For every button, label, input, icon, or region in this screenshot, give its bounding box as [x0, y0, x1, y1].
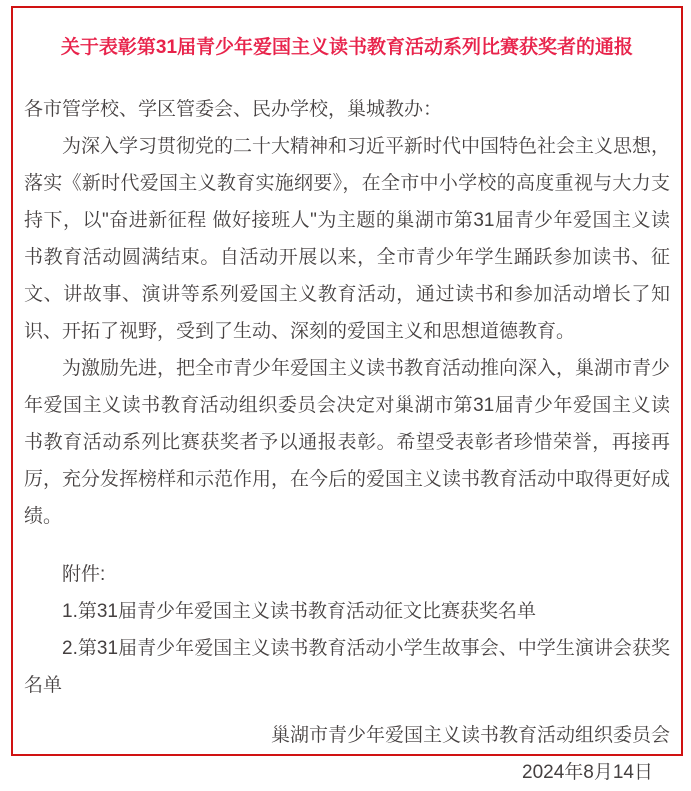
paragraph-1: 为深入学习贯彻党的二十大精神和习近平新时代中国特色社会主义思想，落实《新时代爱国主义教育实施纲要》，在全市中小学校的高度重视与大力支持下，以"奋进新征程 做好接班人"为主题的巢湖市第31届青少年爱国主义读书教育活动圆满结束。自活动开展以来，全市青少年学生踊跃参加读书、征文、讲故事、演讲等系列爱国主义教育活动，通过读书和参加活动增长了知识、开拓了视野，受到了生动、深刻的爱国主义和思想道德教育。 — [24, 136, 671, 342]
salutation-line: 各市管学校、学区管委会、民办学校，巢城教办： — [24, 99, 443, 120]
page-title: 关于表彰第31届青少年爱国主义读书教育活动系列比赛获奖者的通报 — [60, 37, 634, 58]
document-page-border — [11, 6, 683, 783]
attachments-label: 附件: — [62, 564, 106, 585]
signature-organization: 巢湖市青少年爱国主义读书教育活动组织委员会 — [270, 725, 670, 746]
paragraph-2: 为激励先进，把全市青少年爱国主义读书教育活动推向深入，巢湖市青少年爱国主义读书教育活动组织委员会决定对巢湖市第31届青少年爱国主义读书教育活动系列比赛获奖者予以通报表彰。希望受表彰者珍惜荣誉，再接再厉，充分发挥榜样和示范作用，在今后的爱国主义读书教育活动中取得更好成绩。 — [24, 358, 671, 527]
attachment-item-1: 1.第31届青少年爱国主义读书教育活动征文比赛获奖名单 — [62, 601, 536, 622]
attachments-section — [24, 556, 670, 704]
signature-date: 2024年8月14日 — [522, 762, 653, 783]
attachment-item-2: 2.第31届青少年爱国主义读书教育活动小学生故事会、中学生演讲会获奖名单 — [24, 638, 670, 696]
document-body — [24, 91, 670, 791]
signature-block — [24, 717, 670, 791]
